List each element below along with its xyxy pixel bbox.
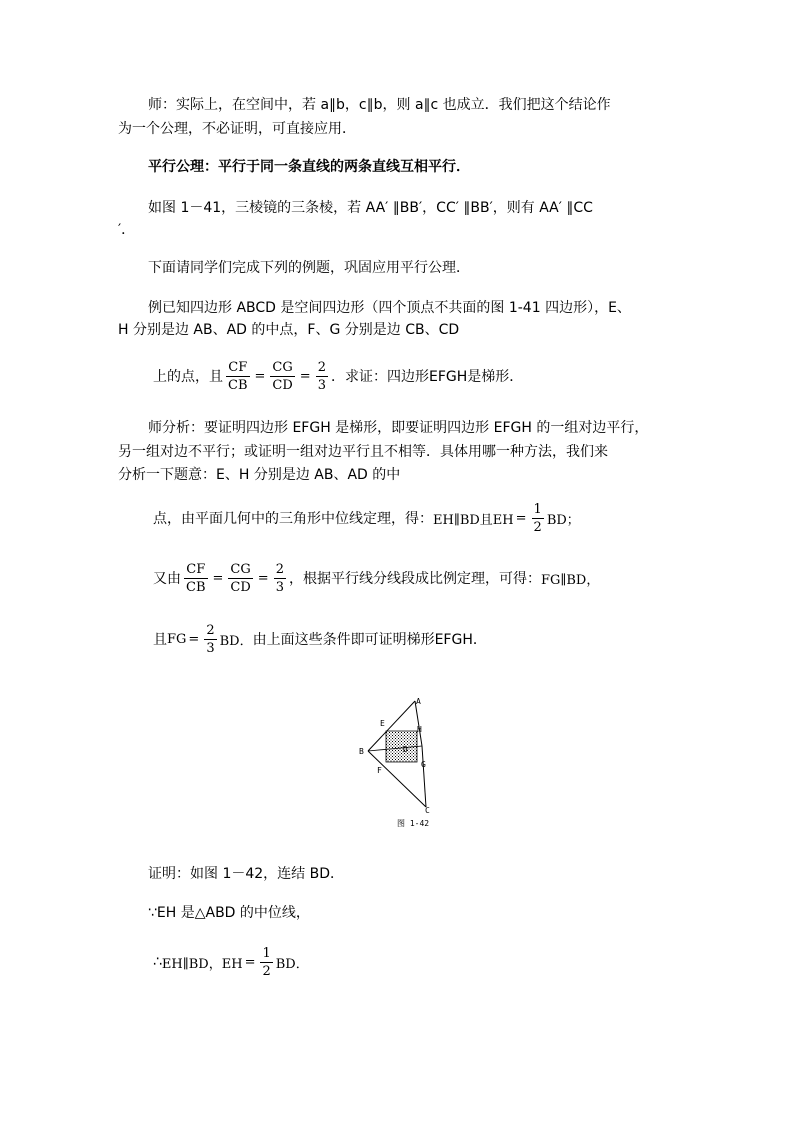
numerator: CG	[272, 359, 293, 375]
fraction-one-half	[532, 501, 544, 536]
prism-example-line-2: ′．	[118, 222, 136, 238]
math-bd: BD．	[275, 956, 309, 972]
analysis-line-4	[153, 496, 580, 540]
fraction-one-half	[260, 945, 272, 980]
math-eh-parallel: EH∥BD且EH	[433, 512, 514, 528]
fraction-cf-cb	[184, 561, 208, 596]
numerator: CF	[186, 561, 206, 577]
label-g: G	[421, 760, 426, 769]
numerator: CF	[228, 359, 248, 375]
denominator: CD	[230, 579, 251, 595]
analysis-text-pre: 点，由平面几何中的三角形中位线定理，得：	[153, 511, 433, 527]
analysis-text-post: ，根据平行线分线段成比例定理，可得：	[288, 571, 541, 587]
math-bd: BD．	[219, 633, 253, 649]
label-a: A	[416, 697, 421, 706]
numerator: 2	[206, 622, 215, 638]
therefore-symbol: ∴	[153, 954, 162, 970]
analysis-text-pre: 且	[153, 632, 167, 648]
fraction-two-thirds	[316, 359, 328, 394]
numerator: 1	[533, 501, 542, 517]
denominator: 2	[262, 963, 271, 979]
example-line-1: 例已知四边形 ABCD 是空间四边形（四个顶点不共面的图 1-41 四边形），E、	[148, 300, 631, 316]
example-text-post: ．求证：四边形EFGH是梯形．	[330, 369, 524, 385]
label-f: F	[377, 766, 382, 775]
fraction-cg-cd	[270, 359, 294, 394]
equals-sign: =	[257, 570, 269, 586]
analysis-line-5	[153, 556, 599, 600]
equals-sign: =	[254, 368, 266, 384]
example-line-3	[153, 354, 523, 398]
analysis-line-1: 师分析：要证明四边形 EFGH 是梯形，即要证明四边形 EFGH 的一组对边平行，	[148, 420, 649, 436]
figure-caption: 图 1-42	[397, 819, 430, 828]
numerator: 1	[262, 945, 271, 961]
paragraph-intro-line-1: 师：实际上，在空间中，若 a∥b，c∥b，则 a∥c 也成立．我们把这个结论作	[148, 97, 611, 113]
denominator: 2	[533, 519, 542, 535]
label-e: E	[380, 719, 385, 728]
numerator: 2	[275, 561, 284, 577]
fraction-two-thirds	[204, 622, 216, 657]
math-fg-parallel: FG∥BD，	[540, 572, 600, 588]
equals-sign: =	[244, 954, 256, 970]
denominator: CB	[186, 579, 206, 595]
parallel-axiom: 平行公理：平行于同一条直线的两条直线互相平行．	[148, 159, 470, 175]
analysis-text-pre: 又由	[153, 571, 181, 587]
denominator: CD	[272, 377, 293, 393]
numerator: 2	[317, 359, 326, 375]
analysis-line-3: 分析一下题意：E、H 分别是边 AB、AD 的中	[118, 467, 401, 483]
proof-line-3	[153, 940, 309, 984]
denominator: 3	[275, 579, 284, 595]
prism-example-line-1: 如图 1－41，三棱镜的三条棱，若 AA′ ∥BB′，CC′ ∥BB′，则有 AA′ ∥CC	[148, 200, 593, 216]
equals-sign: =	[299, 368, 311, 384]
equals-sign: =	[515, 510, 527, 526]
math-eh-parallel-bd: EH∥BD，EH	[161, 956, 243, 972]
math-fg: FG	[167, 631, 187, 647]
equals-sign: =	[212, 570, 224, 586]
proof-line-2: ∵EH 是△ABD 的中位线，	[148, 905, 310, 921]
label-h: H	[417, 725, 422, 734]
exercise-intro: 下面请同学们完成下列的例题，巩固应用平行公理．	[148, 260, 470, 276]
paragraph-intro-line-2: 为一个公理，不必证明，可直接应用．	[118, 121, 356, 137]
numerator: CG	[230, 561, 251, 577]
denominator: 3	[317, 377, 326, 393]
analysis-line-6	[153, 617, 487, 661]
fraction-cg-cd	[228, 561, 252, 596]
analysis-text-post: 由上面这些条件即可证明梯形EFGH．	[252, 632, 487, 648]
proof-line-1: 证明：如图 1－42，连结 BD．	[148, 866, 345, 882]
example-line-2: H 分别是边 AB、AD 的中点，F、G 分别是边 CB、CD	[118, 322, 460, 338]
edge-dc	[422, 746, 426, 807]
analysis-line-2: 另一组对边不平行；或证明一组对边平行且不相等．具体用哪一种方法，我们来	[118, 444, 608, 460]
example-text-pre: 上的点，且	[153, 369, 223, 385]
fraction-two-thirds	[274, 561, 286, 596]
denominator: 3	[206, 640, 215, 656]
fraction-cf-cb	[226, 359, 250, 394]
label-b: B	[359, 747, 364, 756]
equals-sign: =	[188, 631, 200, 647]
label-d: D	[403, 745, 408, 754]
denominator: CB	[228, 377, 248, 393]
figure-1-42	[350, 690, 450, 835]
math-bd: BD；	[546, 512, 580, 528]
label-c: C	[425, 806, 430, 815]
